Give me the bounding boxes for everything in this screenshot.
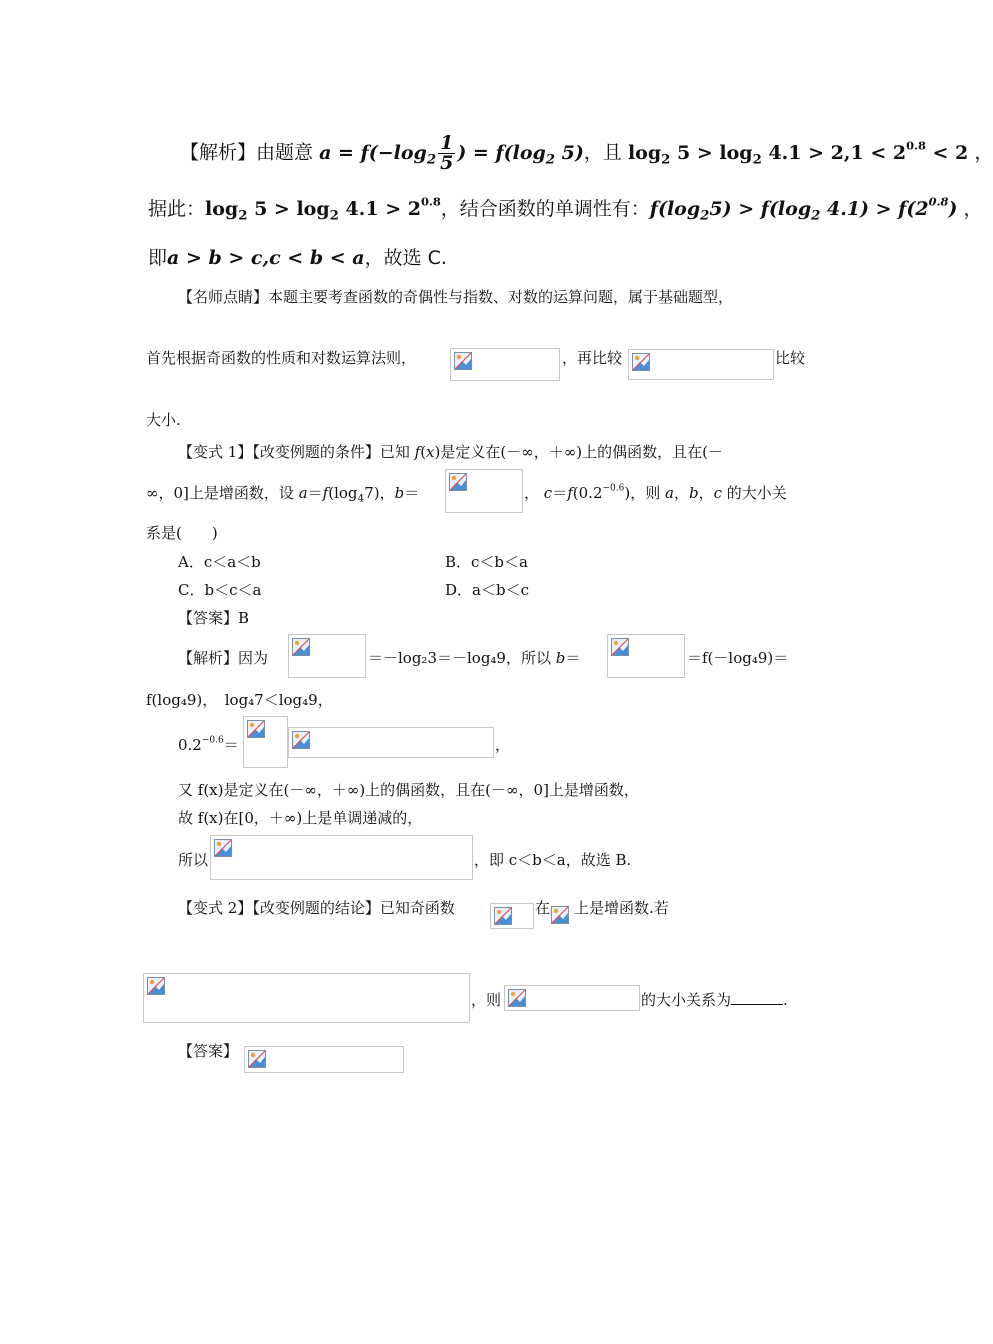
broken-image-icon — [247, 720, 265, 738]
variant1-sol-line-6a: 所以 — [178, 851, 209, 869]
answer-label: 【答案】 — [178, 609, 239, 627]
variant2-label: 【变式 2】 — [178, 899, 253, 917]
variant2-text-c: 上是增函数.若 — [574, 899, 669, 917]
variant1-sol-line-3-end: ， — [495, 736, 511, 754]
broken-image — [450, 348, 560, 381]
formula-ineq-3: $f(\log_25) > f(\log_2$ $4.1) > f(2^{0.8})$ — [649, 194, 958, 224]
broken-image-icon — [292, 731, 310, 749]
tip-line-2a: 首先根据奇函数的性质和对数运算法则， — [146, 349, 417, 367]
broken-image-icon — [454, 352, 472, 370]
tip-line-2b: ，再比较 — [562, 349, 623, 367]
option-a: A．c＜a＜b — [178, 553, 261, 571]
variant1-sol-line-4: 又 f(x)是定义在(－∞，＋∞)上的偶函数，且在(－∞，0]上是增函数， — [178, 781, 639, 799]
solution-label: 【解析】 — [178, 649, 239, 667]
analysis-label: 【解析】 — [180, 141, 257, 164]
variant1-sol-line-2: f(log₄9)， log₄7＜log₄9， — [146, 691, 333, 709]
option-b: B．c＜b＜a — [445, 553, 528, 571]
variant2-line-1: 【变式 2】【改变例题的结论】已知奇函数 — [178, 899, 455, 917]
tip-text: 本题主要考查函数的奇偶性与指数、对数的运算问题，属于基础题型， — [268, 288, 734, 306]
broken-image — [288, 634, 366, 678]
variant1-label: 【变式 1】 — [178, 443, 253, 461]
formula-sep: ，且 — [583, 141, 628, 164]
variant1-answer — [178, 607, 249, 628]
broken-image — [504, 985, 640, 1011]
formula-conclusion: a > b > c,c < b < a — [167, 247, 365, 269]
variant2-line-2b: 的大小关系为 . — [641, 991, 788, 1009]
analysis-hence: 据此： — [148, 198, 206, 220]
broken-image-icon — [508, 989, 526, 1007]
broken-image — [628, 349, 774, 380]
tip-line-3: 大小. — [146, 411, 181, 429]
broken-image — [243, 716, 288, 768]
answer-value: B — [238, 609, 250, 627]
variant1-sol-line-5: 故 f(x)在[0，＋∞)上是单调递减的， — [178, 809, 423, 827]
variant1-tag: 【改变例题的条件】 — [252, 443, 380, 461]
analysis-choice: ，故选 C. — [364, 247, 447, 269]
formula-a: $a = f(-\log_2$ $\frac{1}{5}$ ) = $f(\log_2$ 5) — [319, 132, 584, 174]
broken-image — [244, 1046, 404, 1073]
broken-image-icon — [611, 638, 629, 656]
analysis-thus: 即 — [148, 247, 168, 269]
variant2-answer-label: 【答案】 — [178, 1042, 239, 1060]
variant2-text-b: 在 — [535, 899, 551, 917]
formula-ineq-2: $\log_2 5 > \log_2 4.1 > 2^{0.8}$ — [205, 194, 441, 224]
variant1-line-2b: ， $c=f(0.2^{-0.6})$，则 a，b，c 的大小关 — [524, 483, 787, 502]
tip-line-2c: 比较 — [775, 349, 806, 367]
broken-image — [607, 634, 685, 678]
broken-image-icon — [292, 638, 310, 656]
tip-line-1 — [178, 286, 733, 307]
broken-image — [288, 727, 494, 758]
variant1-sol-b: ＝－log₂3＝－log₄9，所以 b＝ — [368, 649, 581, 667]
broken-image-icon — [449, 473, 467, 491]
broken-image-icon — [214, 839, 232, 857]
broken-image-icon — [147, 977, 165, 995]
formula-ineq-1: $\log_2 5 > \log_2 4.1 > 2,1 < 2^{0.8} < 2$ — [627, 137, 969, 168]
analysis-line-2: 据此：$\log_2 5 > \log_2 4.1 > 2^{0.8}$，结合函数的单调性有：$f(\log_25) > f(\log_2$ $4.1) > f(2^{0.8})$ ， — [148, 194, 983, 224]
broken-image-icon — [494, 907, 512, 925]
analysis-line-1: 【解析】由题意 $a = f(-\log_2$ $\frac{1}{5}$ ) = $f(\log_2$ 5)，且 $\log_2 5 > \log_2 4.1 > 2,1 < 2^{0.8} < 2$ ， — [180, 132, 993, 174]
broken-image — [490, 903, 534, 929]
variant2-tag: 【改变例题的结论】 — [252, 899, 380, 917]
variant1-sol-a: 【解析】因为 — [178, 649, 269, 667]
variant1-sol-line-3: $0.2^{-0.6}=$ — [178, 735, 239, 754]
tip-label: 【名师点睛】 — [178, 288, 269, 306]
variant2-line-2a: ，则 — [471, 991, 502, 1009]
option-d: D．a＜b＜c — [445, 581, 529, 599]
analysis-monotone: ，结合函数的单调性有： — [440, 198, 650, 220]
broken-image — [210, 835, 473, 880]
broken-image — [445, 469, 523, 513]
answer-blank[interactable] — [731, 990, 783, 1005]
broken-image — [143, 973, 470, 1023]
broken-image-icon — [551, 906, 569, 924]
analysis-line-3 — [148, 243, 447, 270]
broken-image — [551, 906, 572, 927]
option-c: C．b＜c＜a — [178, 581, 262, 599]
variant1-line-1: 【变式 1】【改变例题的条件】已知 f(x)是定义在(－∞，＋∞)上的偶函数，且在(－ — [178, 443, 723, 461]
variant1-line-3: 系是( ) — [146, 524, 218, 542]
analysis-intro: 由题意 — [256, 141, 314, 164]
broken-image-icon — [632, 353, 650, 371]
variant1-sol-line-6b: ，即 c＜b＜a，故选 B. — [474, 851, 632, 869]
broken-image-icon — [248, 1050, 266, 1068]
variant1-sol-c: ＝f(－log₄9)＝ — [687, 649, 789, 667]
variant1-line-2a: ∞，0]上是增函数，设 $a=f(\log_47)$，b＝ — [146, 484, 420, 505]
